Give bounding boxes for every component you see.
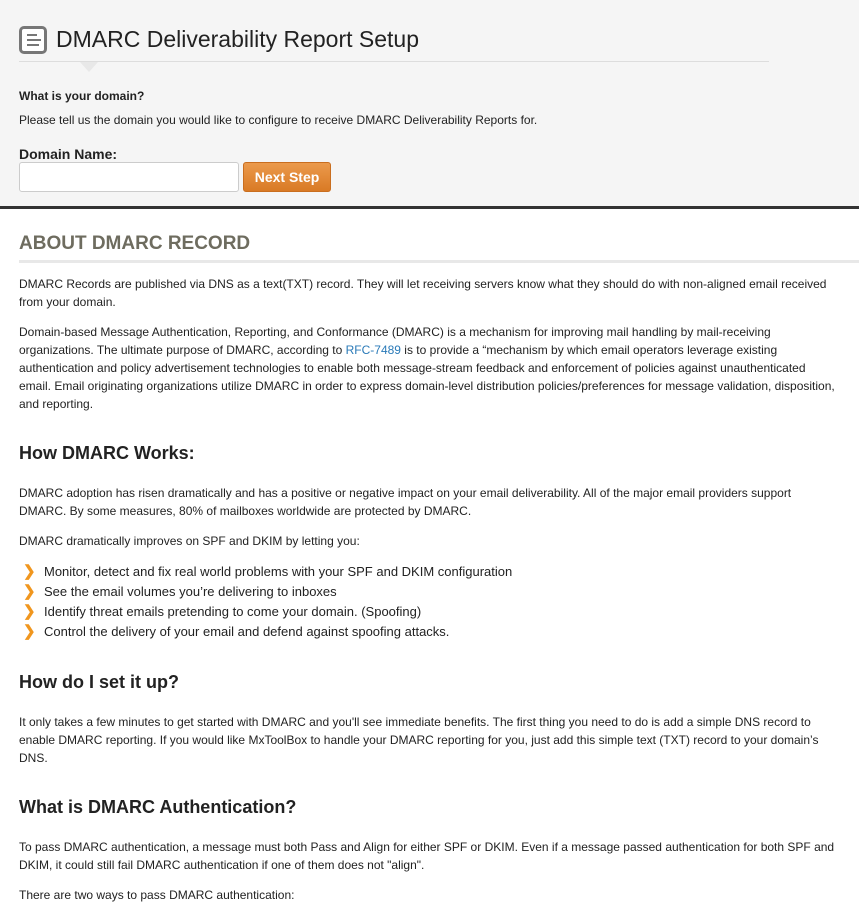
list-item-text: Monitor, detect and fix real world problems with your SPF and DKIM configuration: [44, 564, 513, 579]
chevron-right-icon: ❯: [23, 583, 36, 600]
list-item: [19, 622, 840, 642]
how-works-heading: How DMARC Works:: [19, 443, 195, 463]
text: Domain-based Message Authentication, Reporting, and Conformance (DMARC) is a mechanism for improving mail handling by mail-receiving organizations. The ultimate purpose of DMARC, according to: [19, 325, 771, 357]
list-item-text: Identify threat emails pretending to come your domain. (Spoofing): [44, 604, 422, 619]
auth-paragraph-2: There are two ways to pass DMARC authentication:: [19, 888, 295, 902]
domain-name-input[interactable]: [19, 162, 239, 192]
setup-heading: How do I set it up?: [19, 672, 179, 692]
document-icon: [19, 26, 47, 54]
chevron-right-icon: ❯: [23, 603, 36, 620]
setup-panel: [0, 0, 859, 209]
auth-paragraph-1: To pass DMARC authentication, a message must both Pass and Align for either SPF or DKIM. Even if a message passed authentication for both SPF and DKIM, it could still fail DMARC authentication if one of them does not "align".: [19, 840, 835, 872]
list-item-text: See the email volumes you’re delivering to inboxes: [44, 584, 337, 599]
domain-question: What is your domain?: [19, 89, 145, 103]
auth-heading: What is DMARC Authentication?: [19, 797, 297, 817]
next-step-button[interactable]: Next Step: [243, 162, 331, 192]
text: is to provide a “mechanism by which email operators leverage existing authentication and policy advertisement technologies to enable both message-stream feedback and enforcement of policies against unauthenticated email. Email originating organizations utilize DMARC in order to express domain-level distribution policies/preferences for message validation, disposition, and reporting.: [19, 343, 835, 411]
about-paragraph-2: [19, 323, 840, 413]
works-paragraph-2: DMARC dramatically improves on SPF and DKIM by letting you:: [19, 534, 360, 548]
about-paragraph-1: DMARC Records are published via DNS as a text(TXT) record. They will let receiving servers know what they should do with non-aligned email received from your domain.: [19, 277, 827, 309]
chevron-right-icon: ❯: [23, 563, 36, 580]
list-item: [19, 562, 840, 582]
rfc-link[interactable]: RFC-7489: [345, 343, 401, 357]
chevron-right-icon: ❯: [23, 623, 36, 640]
works-paragraph-1: DMARC adoption has risen dramatically and has a positive or negative impact on your email deliverability. All of the major email providers support DMARC. By some measures, 80% of mailboxes worldwide are protected by DMARC.: [19, 486, 792, 518]
domain-description: Please tell us the domain you would like to configure to receive DMARC Deliverability Reports for.: [19, 113, 538, 127]
list-item-text: Control the delivery of your email and defend against spoofing attacks.: [44, 624, 450, 639]
page-title: DMARC Deliverability Report Setup: [56, 26, 420, 52]
about-heading: ABOUT DMARC RECORD: [19, 233, 859, 263]
domain-name-label: Domain Name:: [19, 146, 118, 162]
setup-paragraph: It only takes a few minutes to get started with DMARC and you'll see immediate benefits. The first thing you need to do is add a simple DNS record to enable DMARC reporting. If you would like MxToolBox to handle your DMARC reporting for you, just add this simple text (TXT) record to your domain’s DNS.: [19, 715, 819, 765]
list-item: [19, 602, 840, 622]
divider-notch: [80, 62, 98, 72]
benefits-list: [19, 562, 840, 642]
divider: [19, 61, 769, 62]
list-item: [19, 582, 840, 602]
